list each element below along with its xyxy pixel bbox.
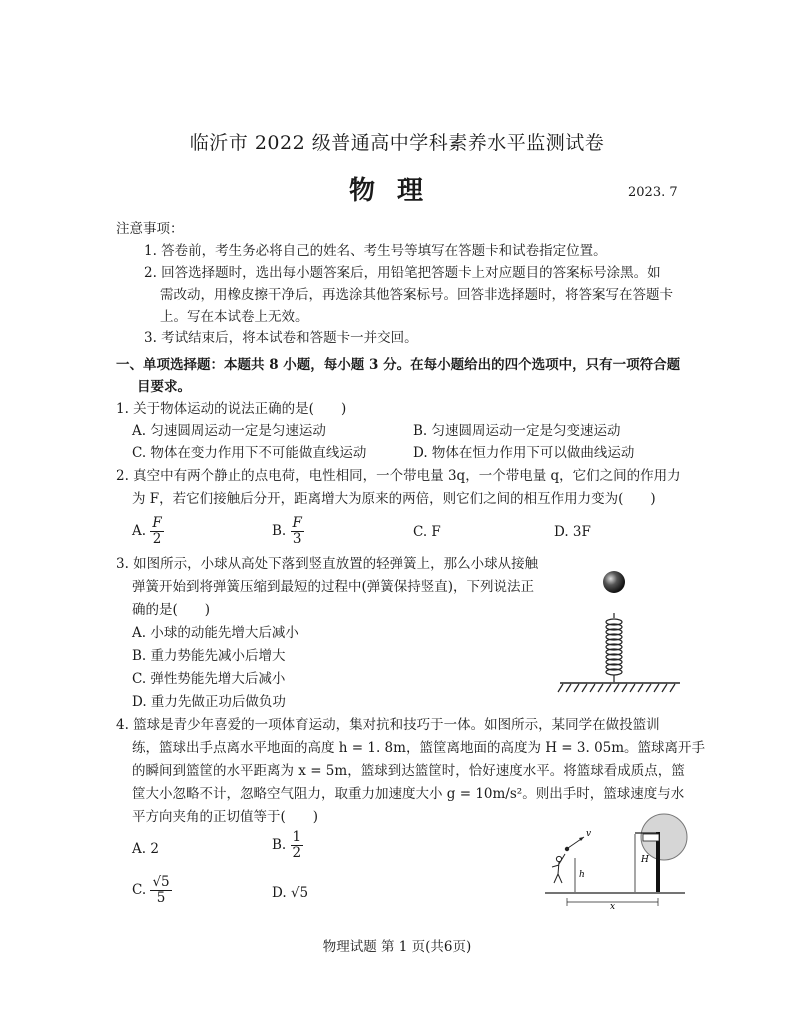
spring <box>606 613 622 682</box>
q2-option-b <box>272 516 304 547</box>
page-footer: 物理试题 第 1 页(共6页) <box>322 939 472 955</box>
q3-option-d: D. 重力先做正功后做负功 <box>132 694 286 710</box>
note-item: 1. 答卷前，考生务必将自己的姓名、考生号等填写在答题卡和试卷指定位置。 <box>144 243 607 259</box>
question-4-stem-cont: 平方向夹角的正切值等于( ) <box>132 809 319 825</box>
sqrt-sign: √ <box>152 874 162 890</box>
question-3-stem: 3. 如图所示，小球从高处下落到竖直放置的轻弹簧上，那么小球从接触 <box>116 556 539 572</box>
h-label: h <box>579 870 585 880</box>
q4-option-d <box>272 882 308 905</box>
numerator <box>150 875 171 891</box>
note-item: 3. 考试结束后，将本试卷和答题卡一并交回。 <box>144 330 418 346</box>
q1-option-c: C. 物体在变力作用下不可能做直线运动 <box>132 445 367 461</box>
q1-option-a: A. 匀速圆周运动一定是匀速运动 <box>132 423 326 439</box>
x-label: x <box>610 902 616 912</box>
note-item: 上。写在本试卷上无效。 <box>160 309 309 325</box>
basket-net <box>643 834 659 841</box>
spring-ball-figure <box>555 565 685 695</box>
notes-heading: 注意事项： <box>116 221 184 237</box>
question-4-stem: 4. 篮球是青少年喜爱的一项体育运动，集对抗和技巧于一体。如图所示，某同学在做投篮训 <box>116 717 660 733</box>
q2-option-a <box>132 516 164 547</box>
denominator: 3 <box>292 531 302 547</box>
option-label: B. <box>272 837 287 853</box>
note-item: 2. 回答选择题时，选出每小题答案后，用铅笔把答题卡上对应题目的答案标号涂黑。如 <box>144 265 661 281</box>
numerator: 1 <box>292 829 302 845</box>
q3-option-b: B. 重力势能先减小后增大 <box>132 648 286 664</box>
q1-option-b: B. 匀速圆周运动一定是匀变速运动 <box>413 423 621 439</box>
question-3-stem-cont: 确的是( ) <box>132 602 211 618</box>
question-4-stem-cont: 练，篮球出手点离水平地面的高度 h = 1. 8m，篮筐离地面的高度为 H = 3. 05m。篮球离开手 <box>132 740 706 756</box>
option-label: D. <box>272 885 287 901</box>
question-2-stem-cont: 为 F，若它们接触后分开，距离增大为原来的两倍，则它们之间的相互作用力变为( ) <box>132 491 656 507</box>
question-1-stem: 1. 关于物体运动的说法正确的是( ) <box>116 401 347 417</box>
fraction <box>150 875 171 906</box>
numerator: F <box>152 515 162 531</box>
q3-option-c: C. 弹性势能先增大后减小 <box>132 671 286 687</box>
subject-title: 物理 <box>348 176 445 206</box>
option-label: A. <box>132 523 147 539</box>
q4-option-a: A. 2 <box>132 841 159 857</box>
denominator: 5 <box>156 890 166 906</box>
section-heading: 一、单项选择题：本题共 8 小题，每小题 3 分。在每小题给出的四个选项中，只有一项符合题 <box>116 357 681 373</box>
sqrt-radicand: 5 <box>299 885 309 901</box>
numerator: F <box>292 515 302 531</box>
fraction <box>150 516 163 547</box>
q2-option-d: D. 3F <box>554 524 591 540</box>
question-2-stem: 2. 真空中有两个静止的点电荷，电性相同，一个带电量 3q，一个带电量 q，它们之间的作用力 <box>116 468 681 484</box>
H-label: H <box>641 855 649 865</box>
denominator: 2 <box>152 531 162 547</box>
basketball-figure <box>540 812 690 912</box>
denominator: 2 <box>292 845 302 861</box>
q1-option-d: D. 物体在恒力作用下可以做曲线运动 <box>413 445 635 461</box>
sqrt-radicand: 5 <box>161 874 170 890</box>
player <box>552 854 565 883</box>
fraction <box>291 830 304 861</box>
v-label: v <box>586 829 592 839</box>
fraction <box>291 516 304 547</box>
question-4-stem-cont: 的瞬间到篮筐的水平距离为 x = 5m，篮球到达篮筐时，恰好速度水平。将篮球看成质点，篮 <box>132 763 685 779</box>
ball <box>603 571 625 593</box>
question-3-stem-cont: 弹簧开始到将弹簧压缩到最短的过程中(弹簧保持竖直)，下列说法正 <box>132 579 535 595</box>
ground <box>558 683 680 692</box>
section-heading-cont: 目要求。 <box>137 379 191 395</box>
option-label: C. <box>132 882 147 898</box>
sqrt-sign: √ <box>290 885 300 901</box>
note-item: 需改动，用橡皮擦干净后，再选涂其他答案标号。回答非选择题时，将答案写在答题卡 <box>160 287 673 303</box>
exam-title: 临沂市 2022 级普通高中学科素养水平监测试卷 <box>189 132 605 154</box>
q3-option-a: A. 小球的动能先增大后减小 <box>132 625 299 641</box>
question-4-stem-cont: 筐大小忽略不计，忽略空气阻力，取重力加速度大小 g = 10m/s²。则出手时，篮球速度与水 <box>132 786 685 802</box>
option-label: B. <box>272 523 287 539</box>
q2-option-c: C. F <box>413 524 441 540</box>
q4-option-b <box>272 830 303 861</box>
q4-option-c <box>132 875 172 906</box>
exam-date: 2023. 7 <box>628 185 678 200</box>
